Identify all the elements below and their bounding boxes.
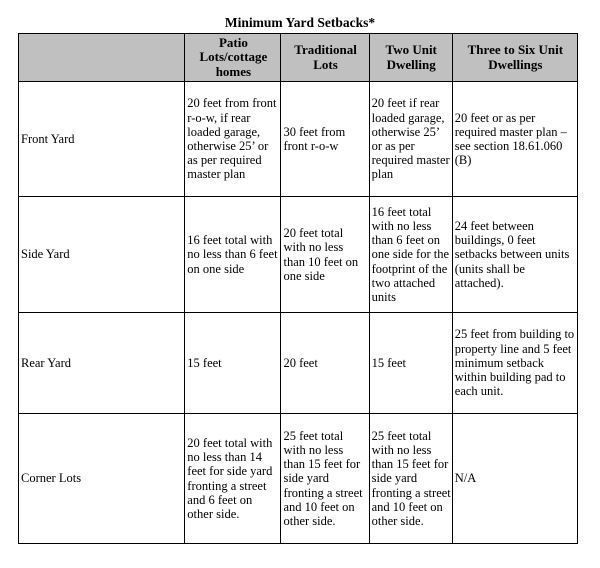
column-header-two-unit-dwelling: Two Unit Dwelling <box>369 34 452 82</box>
table-cell: 20 feet total with no less than 14 feet for side yard fronting a street and 6 feet on other side. <box>185 414 281 544</box>
row-label: Corner Lots <box>19 414 185 544</box>
table-cell: 20 feet from front r-o-w, if rear loaded garage, otherwise 25’ or as per required master plan <box>185 82 281 197</box>
row-label: Side Yard <box>19 197 185 313</box>
table-row <box>19 82 578 197</box>
table-caption: Minimum Yard Setbacks* <box>224 15 376 30</box>
table-cell: 15 feet <box>369 313 452 414</box>
row-label: Rear Yard <box>19 313 185 414</box>
setbacks-table <box>18 33 578 544</box>
table-cell: 24 feet between buildings, 0 feet setbacks between units (units shall be attached). <box>452 197 577 313</box>
table-cell: 16 feet total with no less than 6 feet on one side <box>185 197 281 313</box>
table-cell: 25 feet total with no less than 15 feet for side yard fronting a street and 10 feet on other side. <box>369 414 452 544</box>
table-cell: 15 feet <box>185 313 281 414</box>
table-cell: 20 feet total with no less than 10 feet on one side <box>281 197 369 313</box>
table-cell: 25 feet from building to property line and 5 feet minimum setback within building pad to each unit. <box>452 313 577 414</box>
table-cell: 16 feet total with no less than 6 feet on one side for the footprint of the two attached units <box>369 197 452 313</box>
table-cell: 30 feet from front r-o-w <box>281 82 369 197</box>
column-header-patio-lots: Patio Lots/cottage homes <box>185 34 281 82</box>
table-row <box>19 313 578 414</box>
table-cell: 20 feet if rear loaded garage, otherwise 25’ or as per required master plan <box>369 82 452 197</box>
table-row <box>19 197 578 313</box>
table-cell: 20 feet or as per required master plan – see section 18.61.060 (B) <box>452 82 577 197</box>
table-header-row <box>19 34 578 82</box>
row-label: Front Yard <box>19 82 185 197</box>
table-row <box>19 414 578 544</box>
table-cell: 20 feet <box>281 313 369 414</box>
table-cell: N/A <box>452 414 577 544</box>
column-header-traditional-lots: Traditional Lots <box>281 34 369 82</box>
column-header-blank <box>19 34 185 82</box>
column-header-three-to-six-unit: Three to Six Unit Dwellings <box>452 34 577 82</box>
table-cell: 25 feet total with no less than 15 feet for side yard fronting a street and 10 feet on other side. <box>281 414 369 544</box>
